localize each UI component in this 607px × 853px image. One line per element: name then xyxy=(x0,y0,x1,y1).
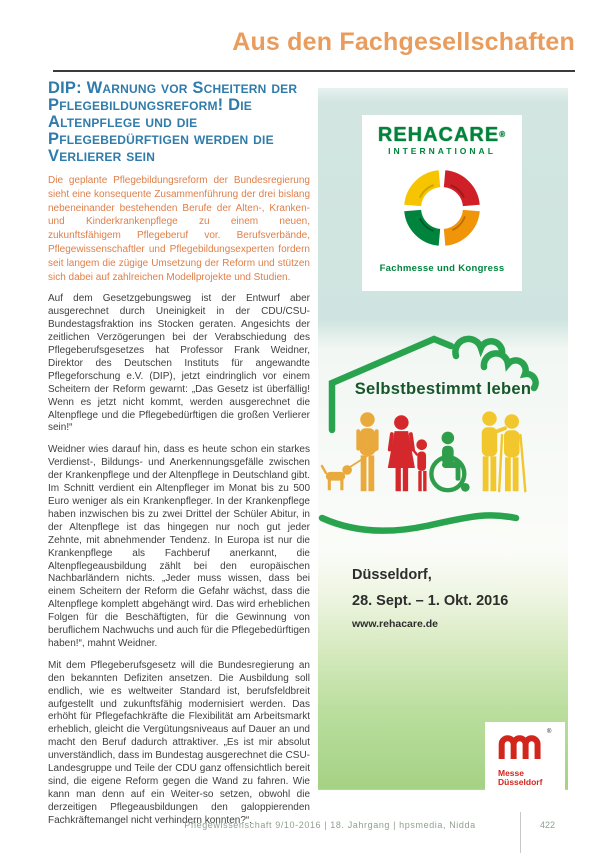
registered-mark: ® xyxy=(499,130,507,139)
footer-divider xyxy=(520,812,521,853)
messe-organizer-name xyxy=(498,769,565,787)
article-column xyxy=(48,80,310,837)
ad-location: Düsseldorf, xyxy=(352,567,432,583)
messe-duesseldorf-box xyxy=(485,722,565,812)
ad-date-block xyxy=(352,562,508,614)
rehacare-caption: Fachmesse und Kongress xyxy=(379,263,505,274)
body-paragraph: Auf dem Gesetzgebungsweg ist der Entwurf aber ausgerechnet durch Uneinigkeit in der CDU/CSU-Bundestagsfraktion ins Stocken geraten. Angesichts der zeitlichen Verzögerungen bei der Verabschiedung des Pflegeberufsgesetzes hat Professor Frank Weidner, Direktor des Deutschen Instituts für angewandte Pflegeforschung e.V. (DIP), jetzt eindringlich vor einem Scheitern der Reform gewarnt: „Das Gesetz ist überfällig! Wenn es jetzt nicht kommt, werden ausgerechnet die Altenpflege und die Pflegebedürftigen die großen Verlierer sein!“ xyxy=(48,293,310,434)
messe-name-line1: Messe xyxy=(498,768,524,778)
rehacare-advertisement xyxy=(318,88,568,812)
family-pictogram-graphic xyxy=(318,406,568,498)
rehacare-international-label: INTERNATIONAL xyxy=(388,146,496,156)
wave-graphic xyxy=(318,506,568,538)
ad-website: www.rehacare.de xyxy=(352,618,438,630)
rehacare-brand xyxy=(362,125,522,145)
ad-dates: 28. Sept. – 1. Okt. 2016 xyxy=(352,593,509,609)
messe-name-line2: Düsseldorf xyxy=(498,777,543,787)
rehacare-ring-logo xyxy=(395,161,489,255)
body-paragraph: Weidner wies darauf hin, dass es heute schon ein starkes Verdienst-, Bildungs- und Anerkennungsgefälle zwischen der Krankenpflege und der Altenpflege in Deutschland gibt. Im Schnitt verdient ein Altenpfleger im Monat bis zu 500 Euro weniger als ein Krankenpfleger. In der Krankenpflege haben inzwischen bis zu zwei Drittel der Schüler Abitur, in der Altenpflege ist das hingegen nur noch gut jeder Zehnte, mit abnehmender Tendenz. In Europa ist nur die Krankenpflege als Fachberuf anerkannt, die Altenpflegeausbildung zählt bei den europäischen Nachbarländern nichts. „Jeder muss wissen, dass bei einem Scheitern der Reform die Gefahr wächst, dass die Altenpflege komplett abgehängt wird. Das wird erheblichen Folgen für die Beschäftigten, für die Gewinnung von beruflichem Nachwuchs und auch für die Pflegebedürftigen haben!“, mahnt Weidner. xyxy=(48,444,310,649)
messe-registered-mark: ® xyxy=(547,729,552,735)
messe-duesseldorf-logo-icon xyxy=(498,732,544,762)
body-paragraph: Mit dem Pflegeberufsgesetz will die Bundesregierung an den bekannten Defiziten ansetzen. Die Ausbildung soll endlich, wie es weltweiter Standard ist, berufsfeldbreit aufgestellt und zukunftsfähig modernisiert werden. Das erhöht für Pflegefachkräfte die Flexibilität am Arbeitsmarkt erheblich, gleicht die Vergütungsniveaus auf Dauer an und macht den Beruf dadurch attraktiver. „Es ist mir absolut unverständlich, dass im Bundestag ausgerechnet die CSU-Landesgruppe und Teile der CDU ganz offensichtlich bereit sind, die eigene Reform gegen die Wand zu fahren. Wie kann man denn auf ein Weiter-so setzen, obwohl die derzeitigen Pflegeausbildungen den galoppierenden Fachkräftemangel nicht verhindern konnten?“. xyxy=(48,659,310,826)
section-header: Aus den Fachgesellschaften xyxy=(232,28,575,56)
footer-page-number: 422 xyxy=(539,820,556,830)
header-divider xyxy=(53,70,575,72)
footer-journal-line: Pflegewissenschaft 9/10-2016 | 18. Jahrgang | hpsmedia, Nidda xyxy=(184,820,476,830)
article-title: DIP: Warnung vor Scheitern der Pflegebildungsreform! Die Altenpflege und die Pflegebedürftigen werden die Verlierer sein xyxy=(48,79,298,165)
lead-paragraph: Die geplante Pflegebildungsreform der Bundesregierung sieht eine konsequente Zusammenführung der drei bislang nebeneinander bestehenden Berufe der Alten-, Kranken- und Kinderkrankenpflege zu einem neuen, zukunftsfähigem Pflegeberuf vor. Berufsverbände, Pflegewissenschaftler und Pflegebildungsexperten fordern seit langem die zügige Umsetzung der Reform und stützen sich dabei auf zahlreichen Modellprojekte und Studien. xyxy=(48,175,310,283)
ad-slogan: Selbstbestimmt leben xyxy=(354,380,532,398)
rehacare-logo-box xyxy=(362,115,522,291)
rehacare-brand-text: REHACARE xyxy=(377,124,500,146)
